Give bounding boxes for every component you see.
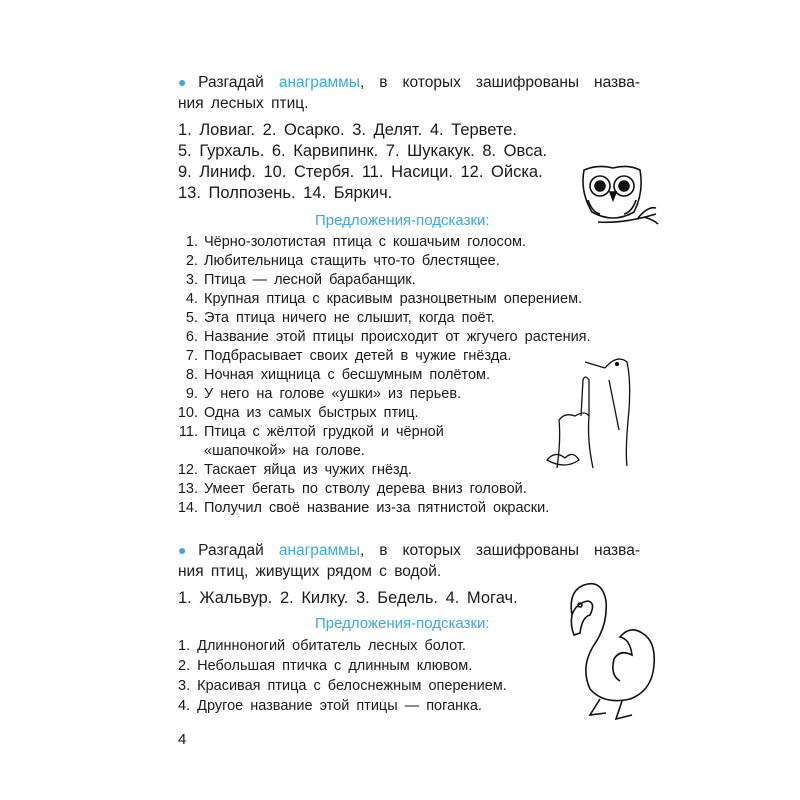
hint-text: Подбрасывает своих детей в чужие гнёзда.: [204, 348, 512, 364]
bullet-icon: ●: [178, 542, 195, 558]
hint-number: 6.: [185, 329, 198, 345]
hint-item: [176, 290, 591, 309]
hint-text: Название этой птицы происходит от жгучего растения.: [204, 329, 591, 345]
hint-number: 11.: [178, 424, 198, 440]
hint-number: 12.: [177, 462, 198, 478]
woodpecker-illustration-icon: [545, 350, 640, 475]
highlight-word: анаграммы: [278, 542, 360, 559]
hint-item: 4. Другое название этой птицы — поганка.: [178, 698, 482, 714]
hint-text: Птица с жёлтой грудкой и чёрной: [204, 424, 444, 440]
hint-item: [176, 442, 591, 461]
hint-item: [176, 233, 591, 252]
highlight-word: анаграммы: [278, 74, 360, 91]
hint-number: 13.: [177, 481, 198, 497]
hint-item: 2. Небольшая птичка с длинным клювом.: [178, 658, 473, 674]
section2-anagrams: [178, 588, 518, 609]
hint-text: Одна из самых быстрых птиц.: [204, 405, 419, 421]
hint-item: [176, 366, 591, 385]
hint-text: Чёрно-золотистая птица с кошачьим голосом.: [204, 234, 527, 250]
hint-text: «шапочкой» на голове.: [204, 443, 365, 459]
hint-item: [176, 271, 591, 290]
hint-item: [176, 328, 591, 347]
hint-item: [176, 252, 591, 271]
hint-item: [176, 385, 591, 404]
hint-number: 8.: [185, 367, 198, 383]
swan-illustration-icon: [560, 575, 660, 725]
hint-item: [176, 480, 591, 499]
hint-text: Крупная птица с красивым разноцветным оперением.: [204, 291, 583, 307]
section1-intro: ● Разгадай анаграммы, в которых зашифрованы назва- ния лесных птиц.: [178, 74, 640, 112]
hint-text: Получил своё название из-за пятнистой окраски.: [204, 500, 550, 516]
hint-item: [176, 309, 591, 328]
hint-number: 9.: [185, 386, 198, 402]
hint-item: 1. Длинноногий обитатель лесных болот.: [178, 638, 466, 654]
anagram-line: 13. Полпозень. 14. Бяркич.: [178, 184, 393, 202]
owl-illustration-icon: [578, 162, 660, 234]
anagram-line: 1. Жальвур. 2. Килку. 3. Бедель. 4. Могач.: [178, 589, 518, 607]
page-number: 4: [178, 731, 187, 748]
hint-item: [176, 499, 591, 518]
hint-number: 10.: [177, 405, 198, 421]
hint-item: [176, 423, 591, 442]
hint-item: [176, 347, 591, 366]
hint-number: 14.: [177, 500, 198, 516]
hints-title: Предложения-подсказки:: [315, 212, 490, 229]
section2-hints: [178, 636, 507, 716]
hint-text: Эта птица ничего не слышит, когда поёт.: [204, 310, 495, 326]
hint-text: У него на голове «ушки» из перьев.: [204, 386, 462, 402]
hint-text: Умеет бегать по стволу дерева вниз головой.: [204, 481, 527, 497]
hint-item: [176, 461, 591, 480]
section2-intro: ● Разгадай анаграммы, в которых зашифрованы назва- ния птиц, живущих рядом с водой.: [178, 542, 640, 580]
hint-text: Ночная хищница с бесшумным полётом.: [204, 367, 491, 383]
anagram-line: 5. Гурхаль. 6. Карвипинк. 7. Шукакук. 8. Овса.: [178, 142, 548, 160]
anagram-line: 1. Ловиаг. 2. Осарко. 3. Делят. 4. Тервете.: [178, 121, 518, 139]
hint-number: 3.: [185, 272, 198, 288]
section1-anagrams: [178, 120, 547, 204]
hints-title: Предложения-подсказки:: [315, 615, 490, 632]
hint-item: 3. Красивая птица с белоснежным оперением.: [178, 678, 507, 694]
anagram-line: 9. Линиф. 10. Стербя. 11. Насици. 12. Ойска.: [178, 163, 543, 181]
hint-number: 4.: [185, 291, 198, 307]
hint-item: [176, 404, 591, 423]
section1-hints: [176, 233, 591, 518]
hint-text: Птица — лесной барабанщик.: [204, 272, 416, 288]
hint-number: 1.: [185, 234, 198, 250]
hint-number: 7.: [185, 348, 198, 364]
hint-number: 2.: [185, 253, 198, 269]
hint-text: Любительница стащить что-то блестящее.: [204, 253, 500, 269]
hint-number: 5.: [185, 310, 198, 326]
hint-text: Таскает яйца из чужих гнёзд.: [204, 462, 412, 478]
bullet-icon: ●: [178, 74, 195, 90]
